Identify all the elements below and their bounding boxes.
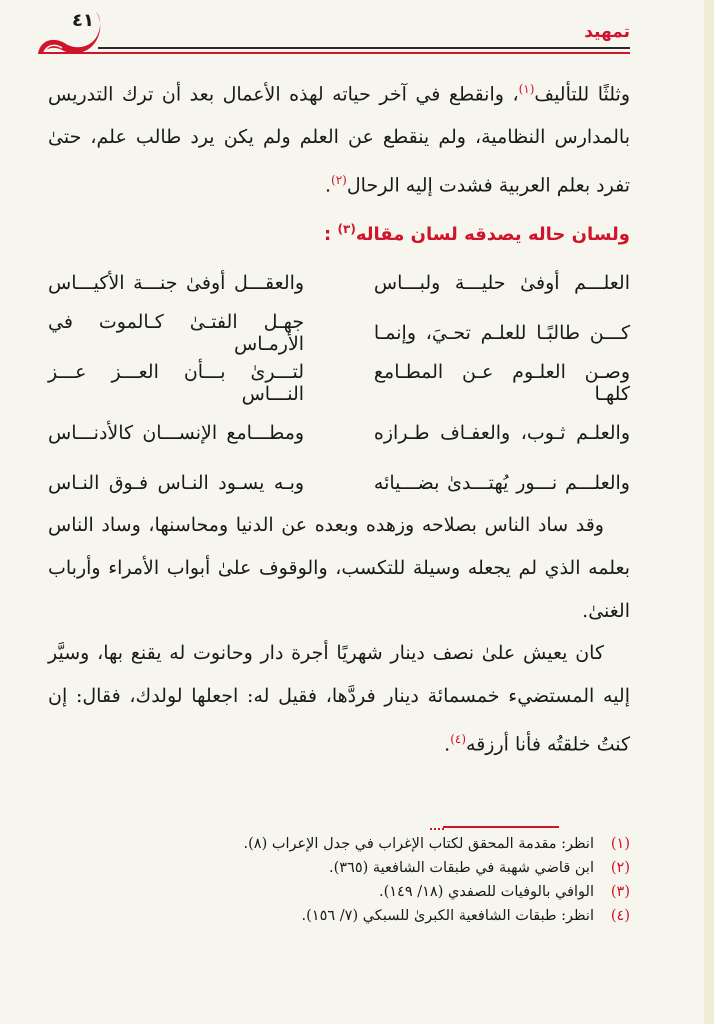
footnote-text: ابن قاضي شهبة في طبقات الشافعية (٣٦٥). xyxy=(328,860,594,876)
paragraph-end: . xyxy=(444,733,451,756)
footnote xyxy=(48,880,630,904)
poem-verse xyxy=(48,408,630,458)
verse-first-hemistich: والعلـــم نـــور يُهتـــدىٰ بضـــيائه xyxy=(373,472,630,494)
page-edge xyxy=(704,0,714,1024)
footnote-ref-1[interactable]: (١) xyxy=(518,82,535,96)
page-ornament-icon xyxy=(36,10,106,56)
paragraph-2: وقد ساد الناس بصلاحه وزهده وبعده عن الدنيا ومحاسنها، وساد الناس بعلمه الذي لم يجعله وسيلة للتكسب، والوقوف علىٰ أبواب الأمراء وأرباب الغنىٰ. xyxy=(48,514,630,622)
verse-second-hemistich: ومطـــامع الإنســـان كالأدنـــاس xyxy=(48,422,305,444)
footnote-number: (١) xyxy=(610,836,630,852)
verse-second-hemistich: وبـه يسـود النـاس فـوق النـاس xyxy=(48,472,305,494)
footnote-ref-3[interactable]: (٣) xyxy=(337,222,356,236)
footnote-text: انظر: مقدمة المحقق لكتاب الإغراب في جدل الإعراب (٨). xyxy=(243,836,594,852)
footnote xyxy=(48,832,630,856)
footnote-ref-4[interactable]: (٤) xyxy=(450,732,467,746)
verse-first-hemistich: وصـن العلـوم عـن المطـامع كلهـا xyxy=(373,361,630,405)
paragraph-text: وثلثًا للتأليف xyxy=(534,83,630,106)
paragraph-text: ، وانقطع في آخر حياته لهذه الأعمال بعد أن ترك التدريس بالمدارس النظامية، ولم ينقطع عن العلم ولم يكن يرد طالب علم، حتىٰ تفرد بعلم العربية فشدت إليه الرحال xyxy=(48,83,630,197)
verse-first-hemistich: والعلـم ثـوب، والعفـاف طـرازه xyxy=(373,422,630,444)
poem-verse xyxy=(48,358,630,408)
verse-second-hemistich: لتـــرىٰ بـــأن العـــز عـــز النـــاس xyxy=(48,361,305,405)
poem-verse xyxy=(48,258,630,308)
verse-heading xyxy=(324,222,630,245)
footnote-number: (٤) xyxy=(610,908,630,924)
footnote xyxy=(48,904,630,928)
paragraph-text: كان يعيش علىٰ نصف دينار شهريًا أجرة دار وحانوت له يقنع بها، وسيَّر إليه المستضيء خمسمائة دينار فردَّها، فقيل له: اجعلها لولدك، فقال: إن كنتُ خلقتُه فأنا أرزقه xyxy=(48,642,630,756)
verse-first-hemistich: كـــن طالبًـا للعلـم تحـيَ، وإنمـا xyxy=(373,322,630,344)
verse-first-hemistich: العلـــم أوفىٰ حليـــة ولبـــاس xyxy=(373,272,630,294)
footnote-text: انظر: طبقات الشافعية الكبرىٰ للسبكي (٧/ ١٥٦). xyxy=(301,908,594,924)
footnote-separator xyxy=(443,826,559,828)
footnote-number: (٣) xyxy=(610,884,630,900)
footnote-number: (٢) xyxy=(610,860,630,876)
poem-verse xyxy=(48,308,630,358)
footnote-ref-2[interactable]: (٢) xyxy=(331,173,347,188)
heading-colon: : xyxy=(324,224,332,245)
footnote-text: الوافي بالوفيات للصفدي (١٨/ ١٤٩). xyxy=(378,884,594,900)
footnote-separator-tail xyxy=(430,825,444,830)
verse-second-hemistich: جهـل الفتـىٰ كـالموت في الأرمـاس xyxy=(48,311,305,355)
poem xyxy=(48,258,630,508)
header-rule-black xyxy=(98,47,630,49)
heading-text: ولسان حاله يصدقه لسان مقاله xyxy=(355,224,630,245)
poem-verse xyxy=(48,458,630,508)
page-number: ٤١ xyxy=(72,10,94,31)
footnote xyxy=(48,856,630,880)
verse-second-hemistich: والعقـــل أوفىٰ جنـــة الأكيـــاس xyxy=(48,272,305,294)
paragraph-3 xyxy=(48,632,630,766)
paragraph-end: . xyxy=(324,174,332,197)
paragraph-1 xyxy=(48,68,630,208)
header-rule-red xyxy=(40,52,630,54)
section-title: تمهيد xyxy=(584,22,630,42)
footnotes xyxy=(48,832,630,928)
